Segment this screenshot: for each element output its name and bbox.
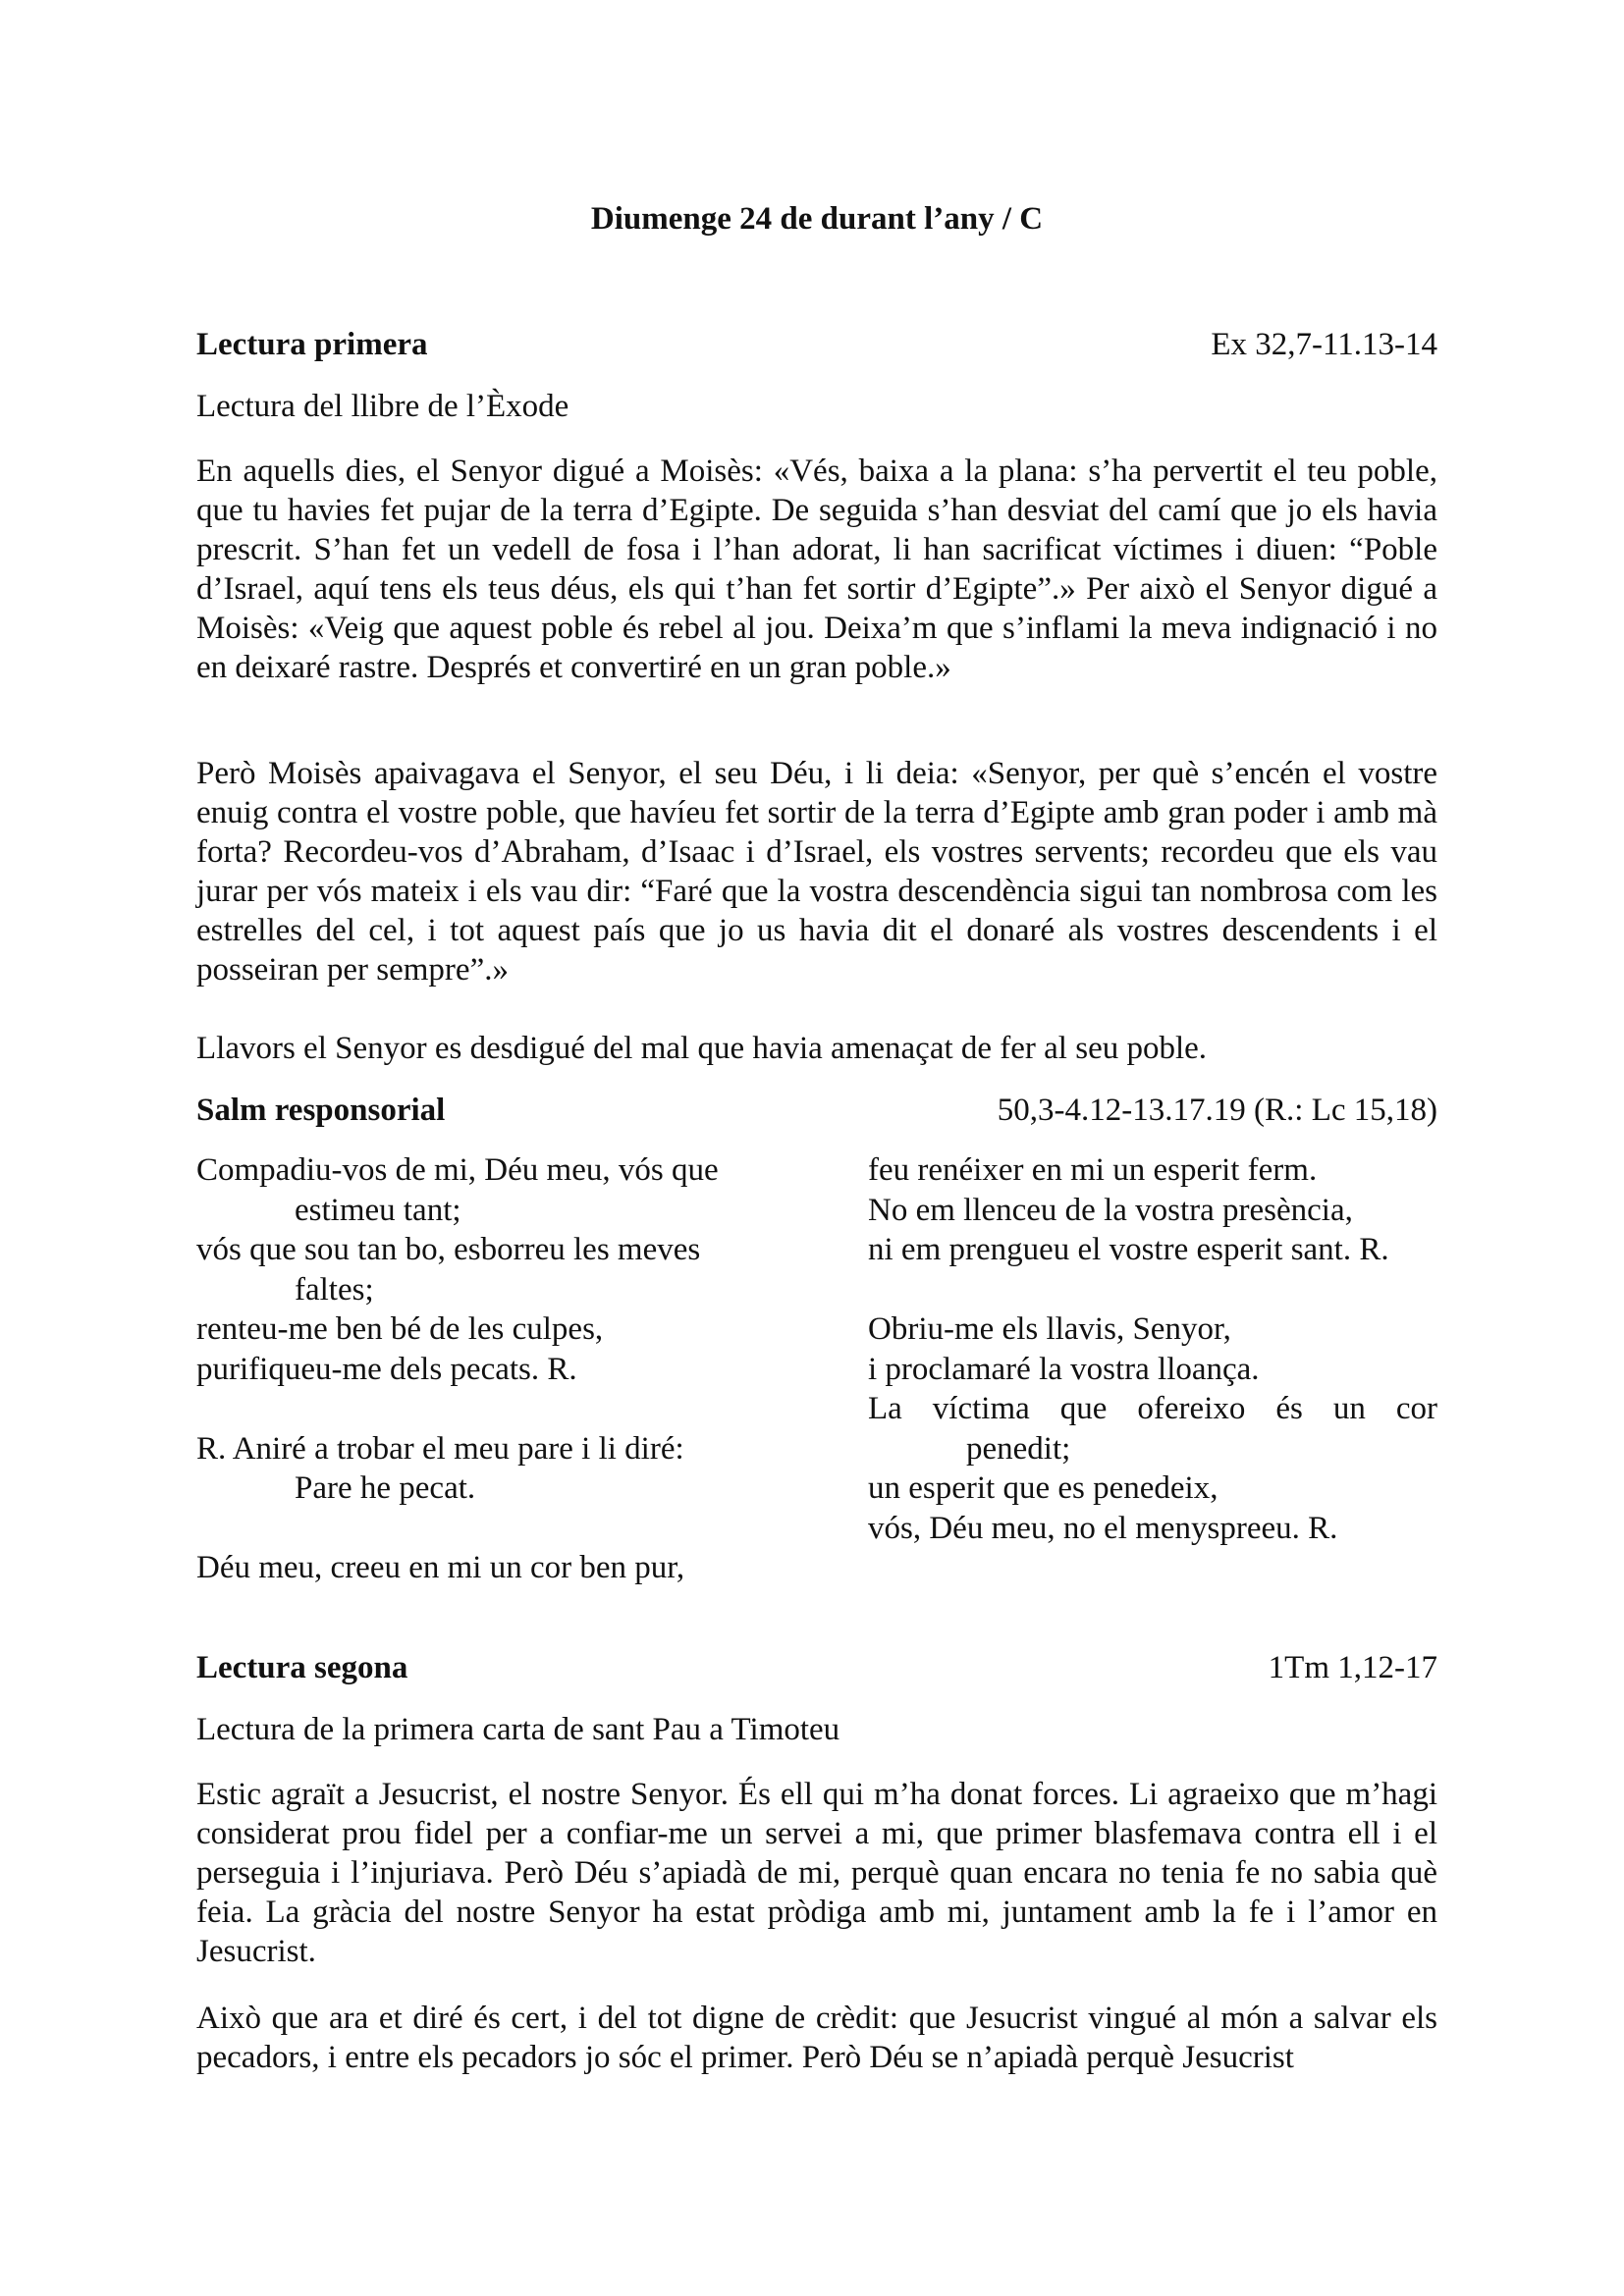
psalm-right-column [868, 1150, 1437, 1588]
psalm-stanza-3 [868, 1309, 1437, 1548]
reading2-header [196, 1647, 1437, 1688]
reading1-paragraph-1: En aquells dies, el Senyor digué a Moisès: «Vés, baixa a la plana: s’ha pervertit el teu poble, que tu havies fet pujar de la terra d’Egipte. De seguida s’han desviat del camí que jo els havia prescrit. S’han fet un vedell de fosa i l’han adorat, li han sacrificat víctimes i diuen: “Poble d’Israel, aquí tens els teus déus, els qui t’han fet sortir d’Egipte”.» Per això el Senyor digué a Moisès: «Veig que aquest poble és rebel al jou. Deixa’m que s’inflami la meva indignació i no en deixaré rastre. Després et convertiré en un gran poble.» [196, 454, 1437, 685]
reading2-paragraph-2: Això que ara et diré és cert, i del tot digne de crèdit: que Jesucrist vingué al món a salvar els pecadors, i entre els pecadors jo sóc el primer. Però Déu se n’apiadà perquè Jesucrist [196, 2001, 1437, 2075]
reading1-heading: Lectura primera [196, 327, 428, 362]
psalm-verse-line: penedit; [966, 1430, 1071, 1467]
psalm-stanza-2-start [196, 1548, 766, 1588]
reading2-reference: 1Tm 1,12-17 [1268, 1650, 1437, 1685]
psalm-response [196, 1429, 766, 1509]
psalm-verse-line: feu renéixer en mi un esperit ferm. [868, 1152, 1318, 1188]
psalm-verse-line: un esperit que es penedeix, [868, 1470, 1218, 1506]
psalm-verse-line: No em llenceu de la vostra presència, [868, 1192, 1353, 1228]
psalm-response-line: R. Aniré a trobar el meu pare i li diré: [196, 1430, 684, 1467]
psalm-verse-line: Compadiu-vos de mi, Déu meu, vós que [196, 1152, 719, 1188]
psalm-verse-line: purifiqueu-me dels pecats. R. [196, 1351, 577, 1387]
reading1-reference: Ex 32,7-11.13-14 [1211, 327, 1437, 362]
psalm-verse-line: vós, Déu meu, no el menyspreeu. R. [868, 1510, 1338, 1546]
psalm-verse-line: Déu meu, creeu en mi un cor ben pur, [196, 1550, 685, 1585]
psalm-verse-line: renteu-me ben bé de les culpes, [196, 1311, 604, 1347]
psalm-heading: Salm responsorial [196, 1093, 446, 1128]
reading1-paragraph-3: Llavors el Senyor es desdigué del mal que havia amenaçat de fer al seu poble. [196, 1031, 1208, 1066]
psalm-stanza-2-rest [868, 1150, 1437, 1270]
reading2-heading: Lectura segona [196, 1650, 408, 1685]
psalm-left-column [196, 1150, 766, 1628]
reading1-intro: Lectura del llibre de l’Èxode [196, 389, 569, 424]
psalm-verse-line: faltes; [295, 1271, 374, 1308]
psalm-reference: 50,3-4.12-13.17.19 (R.: Lc 15,18) [997, 1093, 1437, 1128]
psalm-verse-line: ni em prengueu el vostre esperit sant. R. [868, 1232, 1389, 1267]
page-title: Diumenge 24 de durant l’any / C [590, 201, 1044, 237]
psalm-stanza-1 [196, 1150, 766, 1389]
reading2-intro: Lectura de la primera carta de sant Pau a Timoteu [196, 1712, 840, 1747]
psalm-verse-line: La víctima que ofereixo és un cor [868, 1391, 1437, 1426]
psalm-response-line: Pare he pecat. [295, 1470, 476, 1506]
psalm-header [196, 1090, 1437, 1131]
psalm-verse-line: i proclamaré la vostra lloança. [868, 1351, 1260, 1387]
reading1-paragraph-2: Però Moisès apaivagava el Senyor, el seu Déu, i li deia: «Senyor, per què s’encén el vostre enuig contra el vostre poble, que havíeu fet sortir de la terra d’Egipte amb gran poder i amb mà forta? Recordeu-vos d’Abraham, d’Isaac i d’Israel, els vostres servents; recordeu que els vau jurar per vós mateix i els vau dir: “Faré que la vostra descendència sigui tan nombrosa com les estrelles del cel, i tot aquest país que jo us havia dit el donaré als vostres descendents i el posseiran per sempre”.» [196, 756, 1437, 988]
psalm-verse-line: estimeu tant; [295, 1192, 461, 1228]
psalm-verse-line: vós que sou tan bo, esborreu les meves [196, 1232, 701, 1267]
reading2-paragraph-1: Estic agraït a Jesucrist, el nostre Senyor. És ell qui m’ha donat forces. Li agraeixo que m’hagi considerat prou fidel per a confiar-me un servei a mi, que primer blasfemava contra ell i el perseguia i l’injuriava. Però Déu s’apiadà de mi, perquè quan encara no tenia fe no sabia què feia. La gràcia del nostre Senyor ha estat pròdiga amb mi, juntament amb la fe i l’amor en Jesucrist. [196, 1777, 1437, 1969]
psalm-verse-line: Obriu-me els llavis, Senyor, [868, 1311, 1231, 1347]
reading1-header [196, 324, 1437, 365]
